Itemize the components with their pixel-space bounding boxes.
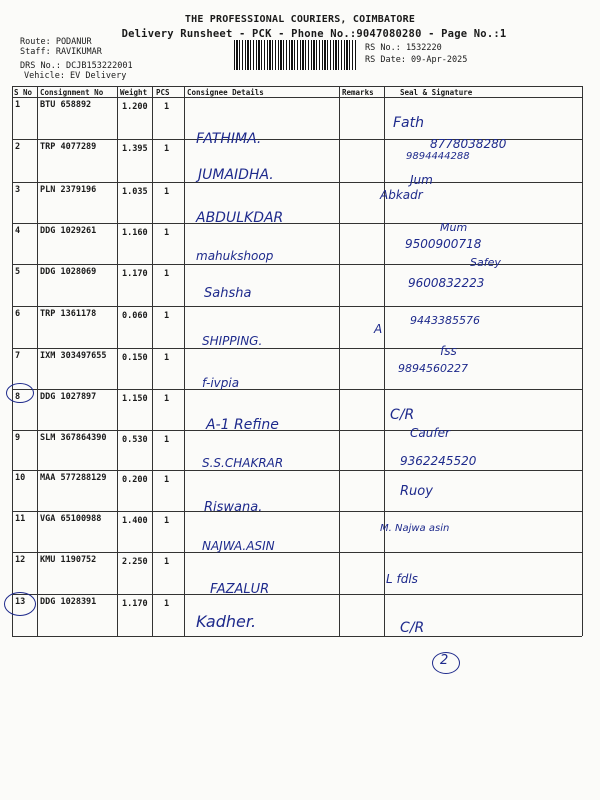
runsheet-subtitle: Delivery Runsheet - PCK - Phone No.:9047080280 - Page No.:1 bbox=[121, 28, 507, 40]
row-divider bbox=[12, 348, 582, 349]
rs-number: RS No.: 1532220 bbox=[365, 43, 442, 53]
row-consignment-number: IXM 303497655 bbox=[40, 351, 107, 361]
row-phone-handwritten: 9894444288 bbox=[406, 151, 470, 162]
col-remarks: Remarks bbox=[342, 88, 374, 97]
row-signature: Abkadr bbox=[380, 188, 423, 202]
row-divider bbox=[12, 97, 582, 98]
row-pieces: 1 bbox=[164, 187, 170, 197]
row-divider bbox=[12, 594, 582, 595]
row-weight: 1.150 bbox=[122, 394, 148, 404]
row-consignment-number: DDG 1028391 bbox=[40, 597, 97, 607]
row-divider bbox=[12, 223, 582, 224]
column-divider bbox=[339, 86, 340, 636]
row-serial-number: 3 bbox=[15, 185, 21, 195]
row-phone-handwritten: 9894560227 bbox=[398, 362, 468, 375]
row-signature: Caufer bbox=[410, 426, 450, 440]
row-serial-number: 4 bbox=[15, 226, 21, 236]
row-divider bbox=[12, 511, 582, 512]
row-consignee-handwritten: Riswana. bbox=[204, 500, 263, 515]
row-weight: 0.060 bbox=[122, 311, 148, 321]
table-top-line bbox=[12, 86, 582, 87]
row-signature: C/R bbox=[400, 620, 425, 636]
row-pieces: 1 bbox=[164, 102, 170, 112]
row-divider bbox=[12, 552, 582, 553]
row-weight: 0.530 bbox=[122, 435, 148, 445]
row-serial-number: 9 bbox=[15, 433, 21, 443]
row-signature: C/R bbox=[390, 407, 415, 423]
row-signature: A bbox=[374, 322, 383, 336]
row13-circle-mark bbox=[4, 592, 36, 616]
col-consignment: Consignment No bbox=[40, 88, 104, 97]
row-consignee-handwritten: f-ivpia bbox=[202, 376, 240, 390]
row-serial-number: 1 bbox=[15, 100, 21, 110]
row-weight: 2.250 bbox=[122, 557, 148, 567]
row-consignment-number: TRP 4077289 bbox=[40, 142, 97, 152]
row-weight: 1.400 bbox=[122, 516, 148, 526]
vehicle: Vehicle: EV Delivery bbox=[24, 71, 127, 81]
runsheet-table bbox=[12, 86, 582, 636]
row-consignee-handwritten: ABDULKDAR bbox=[196, 210, 284, 226]
column-divider bbox=[117, 86, 118, 636]
row-consignment-number: BTU 658892 bbox=[40, 100, 92, 110]
row-consignment-number: DDG 1029261 bbox=[40, 226, 97, 236]
row-signature: M. Najwa asin bbox=[380, 523, 450, 534]
row-consignment-number: MAA 577288129 bbox=[40, 473, 107, 483]
row-phone-handwritten: 8778038280 bbox=[430, 137, 507, 151]
row-divider bbox=[12, 182, 582, 183]
row-pieces: 1 bbox=[164, 394, 170, 404]
col-seal: Seal & Signature bbox=[400, 88, 473, 97]
row-pieces: 1 bbox=[164, 353, 170, 363]
row-pieces: 1 bbox=[164, 599, 170, 609]
row-consignment-number: SLM 367864390 bbox=[40, 433, 107, 443]
row-consignment-number: KMU 1190752 bbox=[40, 555, 97, 565]
row-consignee-handwritten: SHIPPING. bbox=[202, 334, 263, 348]
row-phone-handwritten: 9600832223 bbox=[408, 276, 485, 290]
column-divider bbox=[184, 86, 185, 636]
company-title: THE PROFESSIONAL COURIERS, COIMBATORE bbox=[184, 14, 416, 25]
row-consignee-handwritten: FATHIMA. bbox=[196, 131, 262, 147]
row-signature: Ruoy bbox=[400, 484, 433, 499]
row-consignee-handwritten: mahukshoop bbox=[196, 249, 274, 263]
row-divider bbox=[12, 636, 582, 637]
row-consignee-handwritten: S.S.CHAKRAR bbox=[202, 456, 284, 470]
row-serial-number: 7 bbox=[15, 351, 21, 361]
row-phone-handwritten: 9362245520 bbox=[400, 454, 477, 468]
footnote-number: 2 bbox=[440, 653, 449, 668]
row-consignee-handwritten: Sahsha bbox=[204, 286, 252, 301]
row-pieces: 1 bbox=[164, 228, 170, 238]
col-pcs: PCS bbox=[156, 88, 170, 97]
row-pieces: 1 bbox=[164, 144, 170, 154]
row-weight: 1.170 bbox=[122, 599, 148, 609]
row-serial-number: 6 bbox=[15, 309, 21, 319]
row-consignment-number: DDG 1027897 bbox=[40, 392, 97, 402]
row-serial-number: 10 bbox=[15, 473, 26, 483]
row-phone-handwritten: 9443385576 bbox=[410, 314, 480, 327]
rs-date: RS Date: 09-Apr-2025 bbox=[365, 55, 468, 65]
row-pieces: 1 bbox=[164, 269, 170, 279]
row-signature: Safey bbox=[470, 256, 501, 269]
row-consignment-number: DDG 1028069 bbox=[40, 267, 97, 277]
row-phone-handwritten: 9500900718 bbox=[405, 237, 482, 251]
row-signature: L fdls bbox=[386, 572, 418, 586]
row-consignee-handwritten: A-1 Refine bbox=[206, 417, 279, 433]
row-serial-number: 2 bbox=[15, 142, 21, 152]
row-serial-number: 5 bbox=[15, 267, 21, 277]
row-signature: Jum bbox=[410, 173, 433, 187]
row-serial-number: 11 bbox=[15, 514, 26, 524]
row-consignee-handwritten: JUMAIDHA. bbox=[198, 167, 274, 183]
row-signature: Fath bbox=[393, 115, 424, 131]
col-sno: S No bbox=[14, 88, 33, 97]
row-pieces: 1 bbox=[164, 516, 170, 526]
barcode bbox=[234, 40, 356, 70]
row-weight: 0.200 bbox=[122, 475, 148, 485]
column-divider bbox=[12, 86, 13, 636]
row-weight: 1.035 bbox=[122, 187, 148, 197]
row-serial-number: 12 bbox=[15, 555, 26, 565]
route: Route: PODANUR bbox=[20, 37, 92, 47]
row-consignment-number: TRP 1361178 bbox=[40, 309, 97, 319]
drs-number: DRS No.: DCJB153222001 bbox=[20, 61, 133, 71]
col-weight: Weight bbox=[120, 88, 148, 97]
row-serial-number: 8 bbox=[15, 392, 21, 402]
row-weight: 1.395 bbox=[122, 144, 148, 154]
row-signature: Mum bbox=[440, 221, 468, 234]
row-serial-number: 13 bbox=[15, 597, 26, 607]
row-divider bbox=[12, 470, 582, 471]
row-pieces: 1 bbox=[164, 435, 170, 445]
row-weight: 1.170 bbox=[122, 269, 148, 279]
row-weight: 1.160 bbox=[122, 228, 148, 238]
row-signature: fss bbox=[440, 344, 457, 358]
column-divider bbox=[152, 86, 153, 636]
row-pieces: 1 bbox=[164, 475, 170, 485]
row-weight: 1.200 bbox=[122, 102, 148, 112]
row-consignment-number: PLN 2379196 bbox=[40, 185, 97, 195]
staff: Staff: RAVIKUMAR bbox=[20, 47, 102, 57]
row-pieces: 1 bbox=[164, 311, 170, 321]
column-divider bbox=[384, 86, 385, 636]
row-consignee-handwritten: Kadher. bbox=[196, 612, 257, 631]
column-divider bbox=[37, 86, 38, 636]
row-consignment-number: VGA 65100988 bbox=[40, 514, 102, 524]
row-weight: 0.150 bbox=[122, 353, 148, 363]
row-divider bbox=[12, 306, 582, 307]
row-divider bbox=[12, 389, 582, 390]
row-consignee-handwritten: NAJWA.ASIN bbox=[202, 539, 275, 553]
column-divider bbox=[582, 86, 583, 636]
col-consignee: Consignee Details bbox=[187, 88, 264, 97]
row-consignee-handwritten: FAZALUR bbox=[210, 582, 270, 597]
row-divider bbox=[12, 430, 582, 431]
row8-circle-mark bbox=[6, 383, 34, 403]
row-pieces: 1 bbox=[164, 557, 170, 567]
